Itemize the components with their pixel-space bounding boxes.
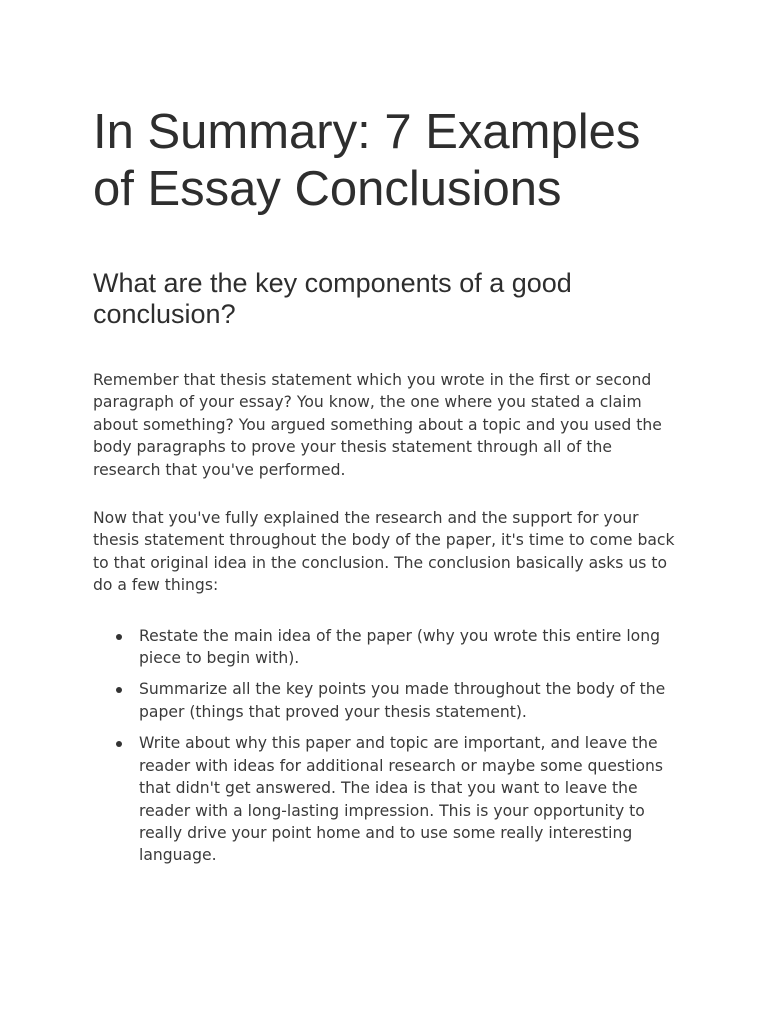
- list-item-text: Summarize all the key points you made throughout the body of the paper (things that proved your thesis statement).: [139, 680, 666, 721]
- list-item: [93, 678, 683, 723]
- bullet-dot-icon: [116, 687, 122, 693]
- bullet-dot-icon: [116, 634, 122, 640]
- bullet-dot-icon: [116, 741, 122, 747]
- page-title: In Summary: 7 Examples of Essay Conclusions: [93, 105, 641, 216]
- list-item-text: Restate the main idea of the paper (why you wrote this entire long piece to begin with).: [139, 626, 660, 668]
- conclusion-steps-list: [93, 625, 683, 867]
- paragraph-conclusion-intro: Now that you've fully explained the research and the support for your thesis statement throughout the body of the paper, it's time to come back to that original idea in the conclusion. The conclusion basically asks us to do a few things:: [93, 509, 675, 595]
- list-item: [93, 625, 683, 670]
- paragraph-thesis: Remember that thesis statement which you wrote in the first or second paragraph of your essay? You know, the one where you stated a claim about something? You argued something about a topic and you used the body paragraphs to prove your thesis statement through all of the research that you've performed.: [93, 371, 662, 479]
- list-item-text: Write about why this paper and topic are important, and leave the reader with ideas for additional research or maybe some questions that didn't get answered. The idea is that you want to leave the reader with a long-lasting impression. This is your opportunity to really drive your point home and to use some really interesting language.: [139, 734, 664, 865]
- section-heading: What are the key components of a good conclusion?: [93, 268, 572, 329]
- document-page: [93, 104, 683, 876]
- list-item: [93, 732, 683, 866]
